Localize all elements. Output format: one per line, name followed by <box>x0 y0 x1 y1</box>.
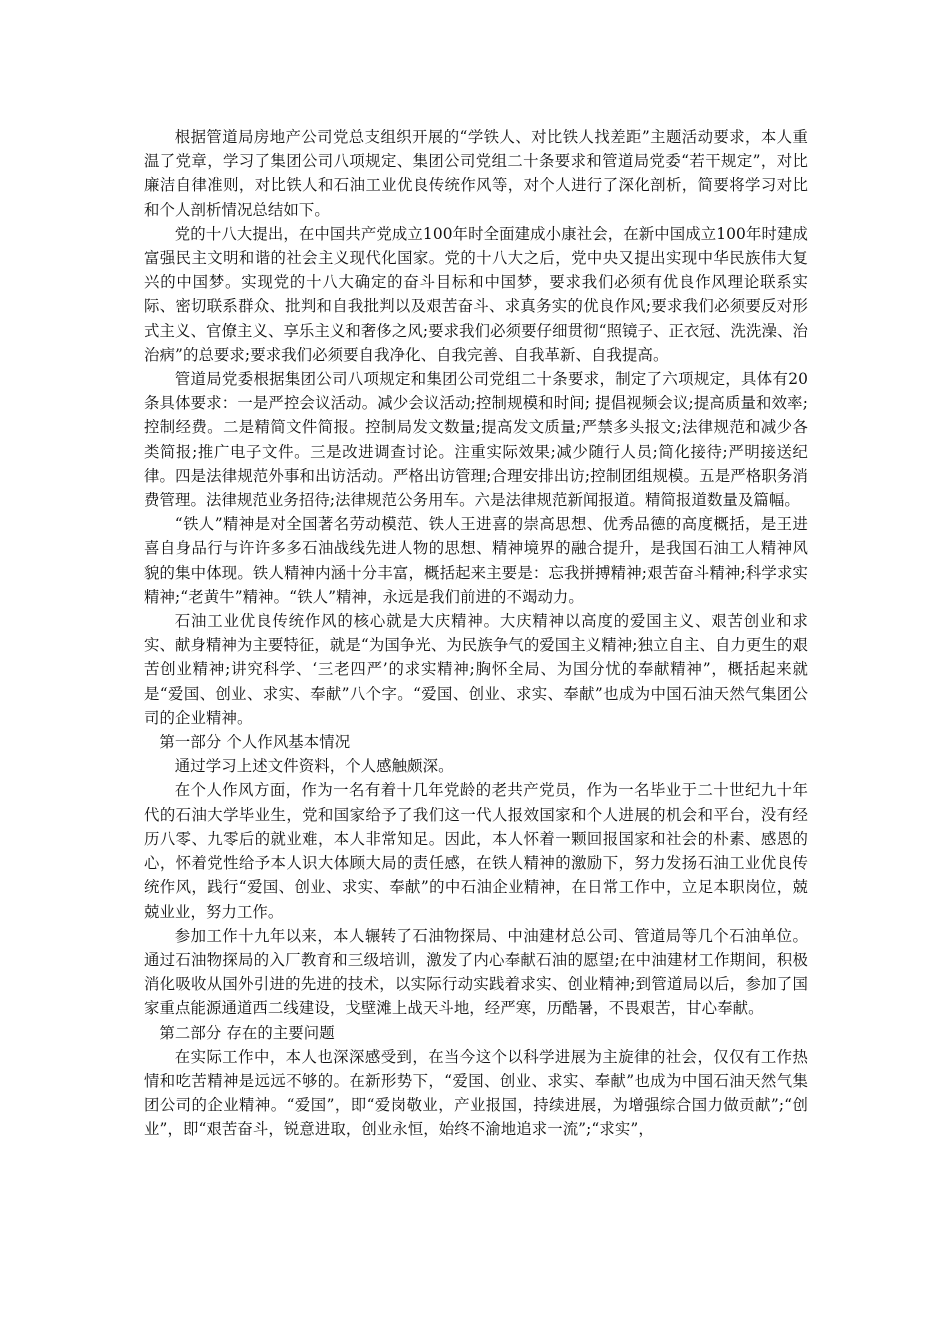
paragraph-main-problems: 在实际工作中，本人也深深感受到，在当今这个以科学进展为主旋律的社会，仅仅有工作热情和吃苦精神是远远不够的。在新形势下，“爱国、创业、求实、奉献”也成为中国石油天然气集团公司的企业精神。“爱国”，即“爱岗敬业，产业报国，持续进展，为增强综合国力做贡献”;“创业”，即“艰苦奋斗，锐意进取，创业永恒，始终不渝地追求一流”;“求实”， <box>144 1047 808 1139</box>
document-body <box>144 125 808 1142</box>
paragraph-personal-style: 在个人作风方面，作为一名有着十几年党龄的老共产党员，作为一名毕业于二十世纪九十年代的石油大学毕业生，党和国家给予了我们这一代人报效国家和个人进展的机会和平台，没有经历八零、九零后的就业难，本人非常知足。因此，本人怀着一颗回报国家和社会的朴素、感恩的心，怀着党性给予本人识大体顾大局的责任感，在铁人精神的激励下，努力发扬石油工业优良传统作风，践行“爱国、创业、求实、奉献”的中石油企业精神，在日常工作中，立足本职岗位，兢兢业业，努力工作。 <box>144 781 808 921</box>
paragraph-iron-man-spirit: “铁人”精神是对全国著名劳动模范、铁人王进喜的崇高思想、优秀品德的高度概括，是王进喜自身品行与许许多多石油战线先进人物的思想、精神境界的融合提升，是我国石油工人精神风貌的集中体现。铁人精神内涵十分丰富，概括起来主要是：忘我拼搏精神;艰苦奋斗精神;科学求实精神;“老黄牛”精神。“铁人”精神，永远是我们前进的不竭动力。 <box>144 515 808 606</box>
section-heading-part-one: 第一部分 个人作风基本情况 <box>159 733 351 752</box>
paragraph-work-history: 参加工作十九年以来，本人辗转了石油物探局、中油建材总公司、管道局等几个石油单位。通过石油物探局的入厂教育和三级培训，激发了内心奉献石油的愿望;在中油建材工作期间，积极消化吸收从国外引进的先进的技术，以实际行动实践着求实、创业精神;到管道局以后，参加了国家重点能源通道西二线建设，戈壁滩上战天斗地，经严寒，历酷暑，不畏艰苦，甘心奉献。 <box>144 926 808 1018</box>
section-heading-part-two: 第二部分 存在的主要问题 <box>159 1023 335 1042</box>
paragraph-daqing-spirit: 石油工业优良传统作风的核心就是大庆精神。大庆精神以高度的爱国主义、艰苦创业和求实、献身精神为主要特征，就是“为国争光、为民族争气的爱国主义精神;独立自主、自力更生的艰苦创业精神;讲究科学、‘三老四严’的求实精神;胸怀全局、为国分忧的奉献精神”，概括起来就是“爱国、创业、求实、奉献”八个字。“爱国、创业、求实、奉献”也成为中国石油天然气集团公司的企业精神。 <box>144 612 808 727</box>
paragraph-study-feelings: 通过学习上述文件资料，个人感触颇深。 <box>174 757 454 776</box>
paragraph-eighteenth-congress: 党的十八大提出，在中国共产党成立100年时全面建成小康社会，在新中国成立100年时建成富强民主文明和谐的社会主义现代化国家。党的十八大之后，党中央又提出实现中华民族伟大复兴的中国梦。实现党的十八大确定的奋斗目标和中国梦，要求我们必须有优良作风理论联系实际、密切联系群众、批判和自我批判以及艰苦奋斗、求真务实的优良作风;要求我们必须要反对形式主义、官僚主义、享乐主义和奢侈之风;要求我们必须要仔细贯彻“照镜子、正衣冠、洗洗澡、治治病”的总要求;要求我们必须要自我净化、自我完善、自我革新、自我提高。 <box>144 224 808 364</box>
paragraph-intro: 根据管道局房地产公司党总支组织开展的“学铁人、对比铁人找差距”主题活动要求，本人重温了党章，学习了集团公司八项规定、集团公司党组二十条要求和管道局党委“若干规定”，对比廉洁自律准则，对比铁人和石油工业优良传统作风等，对个人进行了深化剖析，简要将学习对比和个人剖析情况总结如下。 <box>144 128 808 219</box>
paragraph-six-rules: 管道局党委根据集团公司八项规定和集团公司党组二十条要求，制定了六项规定，具体有20条具体要求：一是严控会议活动。减少会议活动;控制规模和时间; 提倡视频会议;提高质量和效率;控制经费。二是精简文件简报。控制局发文数量;提高发文质量;严禁多头报文;法律规范和减少各类简报;推广电子文件。三是改进调查讨论。注重实际效果;减少随行人员;简化接待;严明接送纪律。四是法律规范外事和出访活动。严格出访管理;合理安排出访;控制团组规模。五是严格职务消费管理。法律规范业务招待;法律规范公务用车。六是法律规范新闻报道。精简报道数量及篇幅。 <box>144 370 808 510</box>
